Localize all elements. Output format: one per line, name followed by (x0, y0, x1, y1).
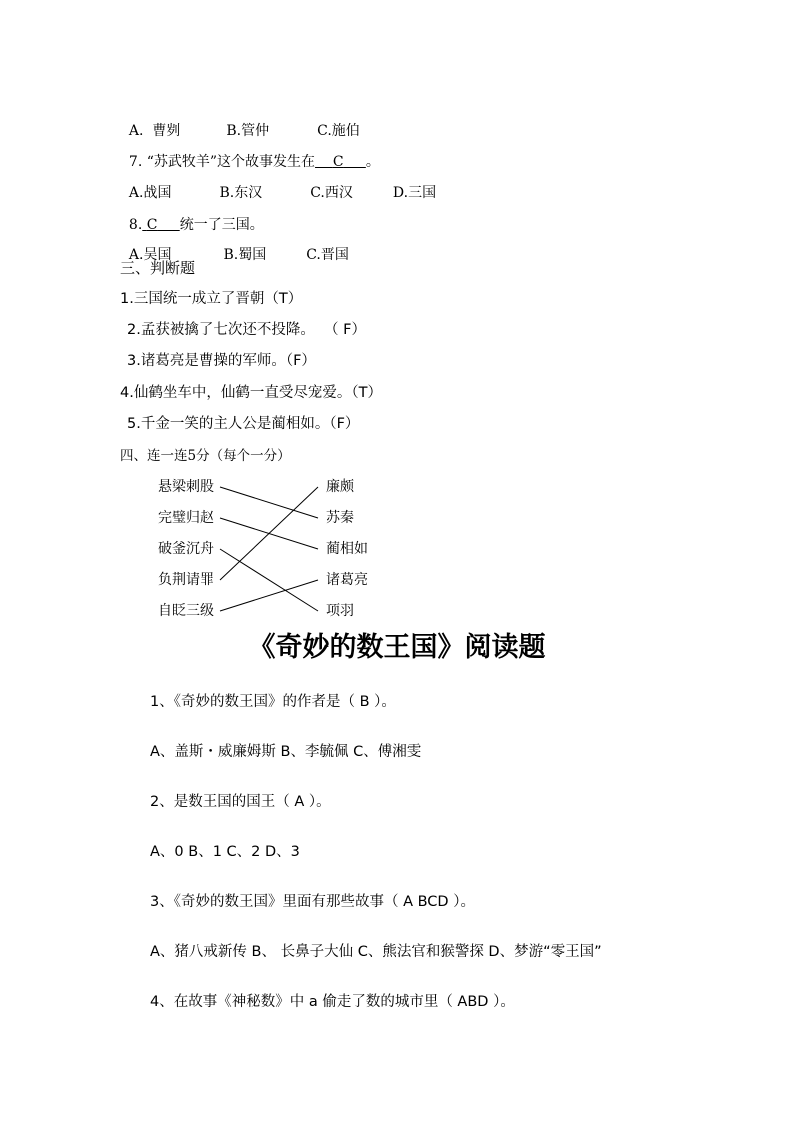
q8-num: 8. (128, 217, 143, 233)
match-left-item: 负荆请罪 (158, 572, 214, 588)
reading-line: 3、《奇妙的数王国》里面有那些故事（ A BCD ）。 (150, 894, 475, 910)
q7-answer: C (332, 154, 344, 170)
reading-line: A、猪八戒新传 B、 长鼻子大仙 C、熊法官和猴警探 D、梦游“零王国” (150, 944, 602, 960)
q7-options (120, 166, 436, 202)
q8-rest: 统一了三国。 (179, 217, 264, 233)
match-line (220, 487, 318, 518)
reading-line: A、盖斯・威廉姆斯 B、李毓佩 C、傅湘雯 (150, 744, 422, 760)
q8-option-a: A.吴国 (128, 247, 172, 263)
q7-option-a: A.战国 (128, 185, 172, 201)
match-right-item: 廉颇 (326, 479, 354, 495)
q7-end: 。 (365, 154, 380, 170)
match-right-item: 蔺相如 (326, 541, 368, 557)
q8-option-c: C.晋国 (306, 247, 349, 263)
q6-option-b: B.管仲 (226, 123, 270, 139)
match-line (220, 487, 318, 580)
match-right-item: 诸葛亮 (326, 572, 368, 588)
q7-option-c: C.西汉 (310, 185, 353, 201)
q7-text: 7. “苏武牧羊”这个故事发生在 (128, 154, 316, 170)
judgment-item: 5.千金一笑的主人公是蔺相如。（F） (127, 416, 360, 432)
match-left-item: 自眨三级 (158, 603, 214, 619)
match-left-item: 完璧归赵 (158, 510, 214, 526)
q7-option-d: D.三国 (392, 185, 437, 201)
reading-title: 《奇妙的数王国》阅读题 (248, 632, 546, 663)
reading-line: 4、在故事《神秘数》中 a 偷走了数的城市里（ ABD ）。 (150, 994, 515, 1010)
q6-option-a: A. 曹刿 (128, 123, 181, 139)
section4-heading: 四、连一连5分（每个一分） (120, 448, 291, 464)
match-line (220, 518, 318, 549)
reading-line: 2、是数王国的国王（ A ）。 (150, 794, 331, 810)
q8-option-b: B.蜀国 (223, 247, 267, 263)
match-line (220, 580, 318, 611)
judgment-item: 3.诸葛亮是曹操的军师。（F） (127, 353, 316, 369)
match-right-item: 项羽 (326, 603, 354, 619)
match-left-item: 破釜沉舟 (158, 541, 214, 557)
judgment-item: 1.三国统一成立了晋朝（T） (120, 291, 303, 307)
section3-heading: 三、判断题 (120, 259, 196, 277)
match-left-item: 悬梁刺股 (158, 479, 214, 495)
reading-line: A、0 B、1 C、2 D、3 (150, 844, 300, 860)
q7-option-b: B.东汉 (219, 185, 263, 201)
q6-option-c: C.施伯 (317, 123, 360, 139)
reading-line: 1、《奇妙的数王国》的作者是（ B ）。 (150, 694, 396, 710)
match-line (220, 549, 318, 611)
judgment-item: 2.孟获被擒了七次还不投降。 （ F） (127, 322, 367, 338)
judgment-item: 4.仙鹤坐车中，仙鹤一直受尽宠爱。（T） (120, 385, 382, 401)
q8-answer: C (146, 217, 158, 233)
match-right-item: 苏秦 (326, 510, 354, 526)
